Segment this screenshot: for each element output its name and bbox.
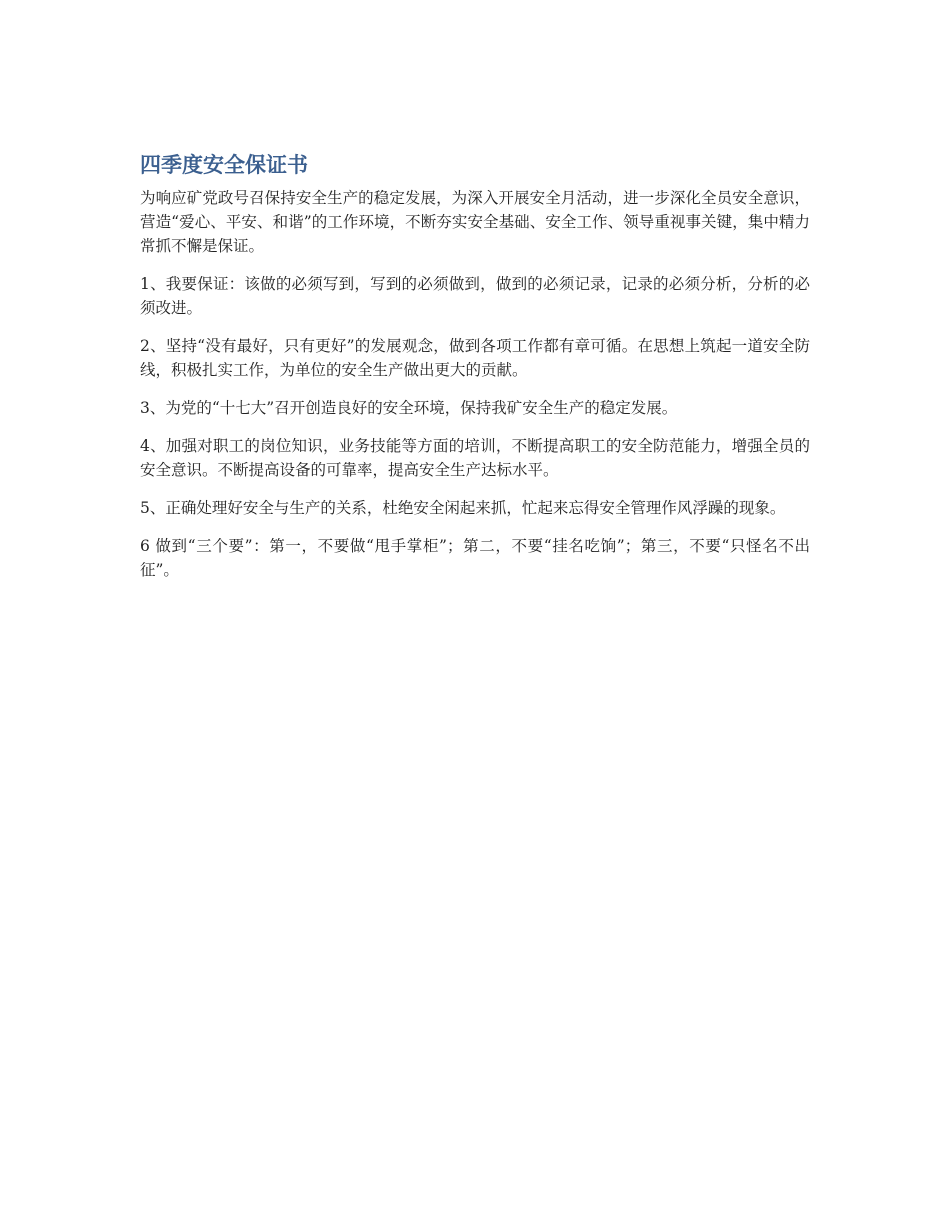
intro-paragraph: 为响应矿党政号召保持安全生产的稳定发展，为深入开展安全月活动，进一步深化全员安全意识，营造“爱心、平安、和谐”的工作环境，不断夯实安全基础、安全工作、领导重视事关键，集中精力常抓不懈是保证。 [140,189,810,255]
item-paragraph-4: 4、加强对职工的岗位知识，业务技能等方面的培训，不断提高职工的安全防范能力，增强全员的安全意识。不断提高设备的可靠率，提高安全生产达标水平。 [140,437,810,479]
document-title: 四季度安全保证书 [140,153,308,177]
document-body [140,150,810,596]
item-paragraph-5: 5、正确处理好安全与生产的关系，杜绝安全闲起来抓，忙起来忘得安全管理作风浮躁的现象。 [140,499,786,517]
item-paragraph-6: 6 做到“三个要”：第一，不要做“甩手掌柜”；第二，不要“挂名吃饷”；第三，不要“只怪名不出征”。 [140,537,810,579]
item-paragraph-2: 2、坚持“没有最好，只有更好”的发展观念，做到各项工作都有章可循。在思想上筑起一道安全防线，积极扎实工作，为单位的安全生产做出更大的贡献。 [140,337,810,379]
item-paragraph-3: 3、为党的“十七大”召开创造良好的安全环境，保持我矿安全生产的稳定发展。 [140,399,678,417]
item-paragraph-1: 1、我要保证：该做的必须写到，写到的必须做到，做到的必须记录，记录的必须分析，分析的必须改进。 [140,275,810,317]
